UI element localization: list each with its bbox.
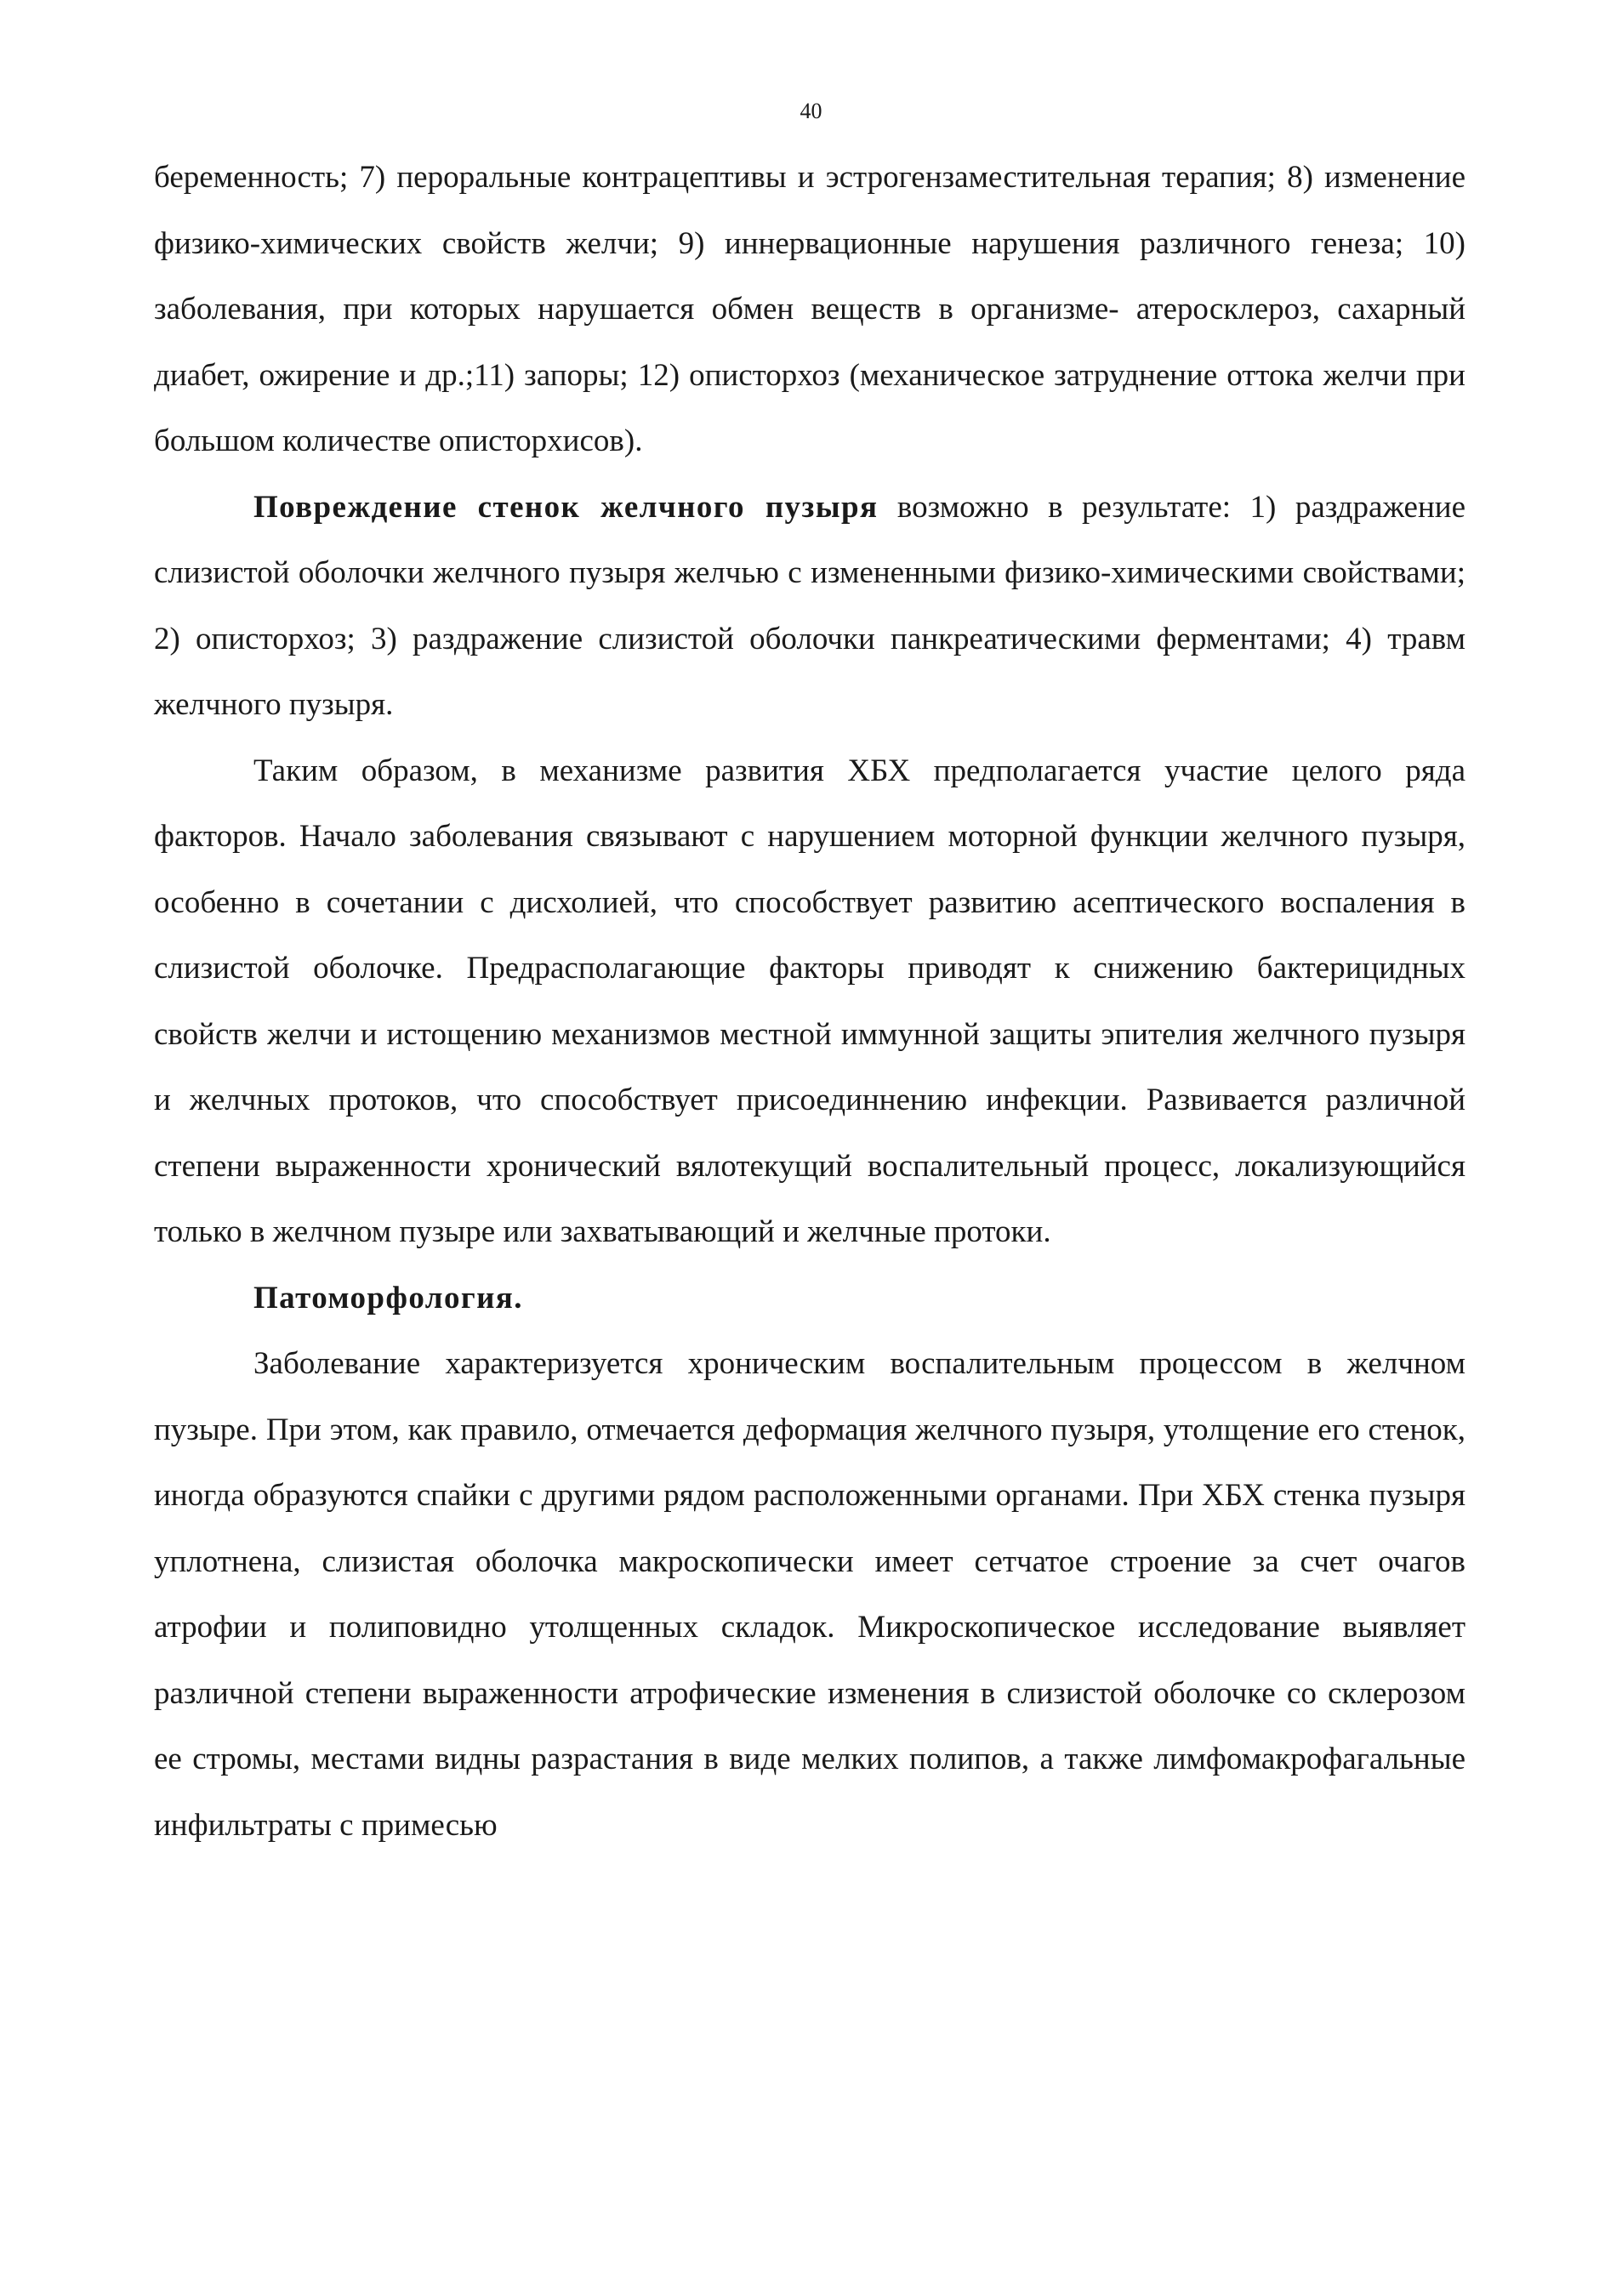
paragraph-text: возможно в результате: 1) раздражение слизистой оболочки желчного пузыря желчью с измененными физико-химическими свойствами; 2) описторхоз; 3) раздражение слизистой оболочки панкреатическими ферментами; 4) травм желчного пузыря. xyxy=(154,489,1465,722)
paragraph-pathogenesis-summary: Таким образом, в механизме развития ХБХ предполагается участие целого ряда факторов. Начало заболевания связывают с нарушением моторной функции желчного пузыря, особенно в сочетании с дисхолией, что способствует развитию асептического воспаления в слизистой оболочке. Предрасполагающие факторы приводят к снижению бактерицидных свойств желчи и истощению механизмов местной иммунной защиты эпителия желчного пузыря и желчных протоков, что способствует присоединнению инфекции. Развивается различной степени выраженности хронический вялотекущий воспалительный процесс, локализующийся только в желчном пузыре или захватывающий и желчные протоки. xyxy=(154,753,1465,1249)
paragraph-lead-term: Повреждение стенок желчного пузыря xyxy=(253,489,879,525)
document-body xyxy=(154,145,1465,1858)
paragraph-pathomorphology: Заболевание характеризуется хроническим воспалительным процессом в желчном пузыре. При этом, как правило, отмечается деформация желчного пузыря, утолщение его стенок, иногда образуются спайки с другими рядом расположенными органами. При ХБХ стенка пузыря уплотнена, слизистая оболочка макроскопически имеет сетчатое строение за счет очагов атрофии и полиповидно утолщенных складок. Микроскопическое исследование выявляет различной степени выраженности атрофические изменения в слизистой оболочке со склерозом ее стромы, местами видны разрастания в виде мелких полипов, а также лимфомакрофагальные инфильтраты с примесью xyxy=(154,1346,1465,1843)
paragraph-gallbladder-wall-damage xyxy=(154,475,1465,738)
paragraph-risk-factors-continued: беременность; 7) пероральные контрацептивы и эстрогензаместительная терапия; 8) изменение физико-химических свойств желчи; 9) иннервационные нарушения различного генеза; 10) заболевания, при которых нарушается обмен веществ в организме- атеросклероз, сахарный диабет, ожирение и др.;11) запоры; 12) описторхоз (механическое затруднение оттока желчи при большом количестве описторхисов). xyxy=(154,160,1465,458)
page-number: 40 xyxy=(800,99,822,123)
section-heading-pathomorphology: Патоморфология. xyxy=(253,1280,523,1316)
